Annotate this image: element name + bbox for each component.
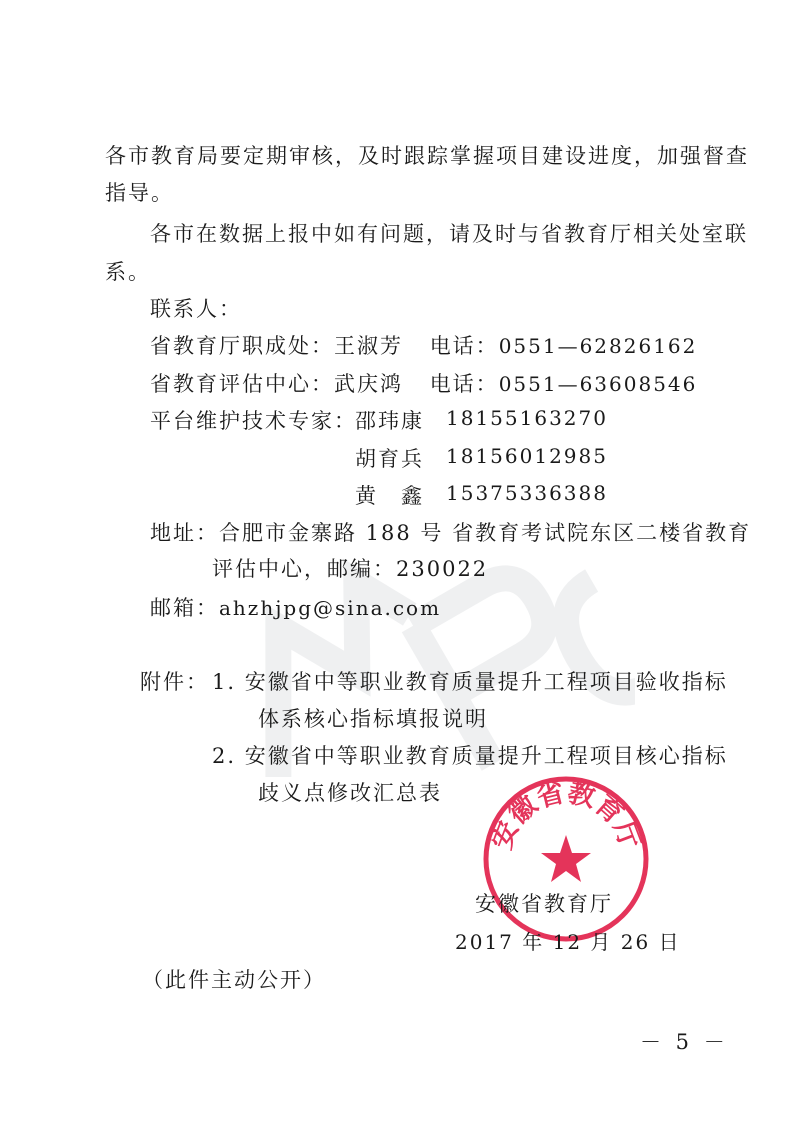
body-para1-line2: 指导。	[105, 181, 174, 205]
page-number: － 5 －	[640, 1030, 729, 1054]
address-line1: 地址：合肥市金寨路 188 号 省教育考试院东区二楼省教育	[150, 521, 752, 545]
email-value: ahzhjpg@sina.com	[219, 596, 442, 620]
contact-row-2	[150, 368, 697, 398]
body-para2-line2: 系。	[105, 260, 151, 284]
official-seal	[480, 773, 652, 945]
body-para1-line1: 各市教育局要定期审核，及时跟踪掌握项目建设进度，加强督查	[105, 144, 749, 168]
attachment-1-line1: 1. 安徽省中等职业教育质量提升工程项目验收指标	[212, 670, 728, 694]
disclosure-note: （此件主动公开）	[142, 968, 326, 992]
signature-org: 安徽省教育厅	[475, 892, 613, 916]
contact-row-1-label: 省教育厅职成处：王淑芳	[150, 334, 403, 358]
contact-row-2-label: 省教育评估中心：武庆鸿	[150, 372, 403, 396]
body-para2-line1: 各市在数据上报中如有问题，请及时与省教育厅相关处室联	[150, 222, 748, 246]
seal-star-icon	[541, 835, 591, 882]
contact-row-1-phone: 0551—62826162	[498, 334, 698, 358]
attachment-2-line1: 2. 安徽省中等职业教育质量提升工程项目核心指标	[212, 744, 728, 768]
seal-text: 安徽省教育厅	[486, 777, 646, 854]
address-line2: 评估中心，邮编：230022	[212, 557, 489, 581]
contact-row-2-phone: 0551—63608546	[498, 372, 698, 396]
email-label: 邮箱：	[150, 596, 219, 620]
expert-3-phone: 15375336388	[446, 481, 608, 505]
expert-1-phone: 18155163270	[446, 406, 608, 430]
contact-row-1-phone-label: 电话：	[429, 334, 499, 358]
expert-3-name: 黄 鑫	[355, 484, 424, 508]
expert-2-phone: 18156012985	[446, 444, 608, 468]
email-row	[150, 592, 441, 622]
contact-row-2-phone-label: 电话：	[429, 372, 499, 396]
attachment-1-line2: 体系核心指标填报说明	[258, 707, 488, 731]
expert-1-name: 邵玮康	[355, 409, 424, 433]
expert-2-name: 胡育兵	[355, 447, 424, 471]
attachments-label: 附件：	[140, 670, 209, 694]
signature-date: 2017 年 12 月 26 日	[455, 930, 681, 954]
contact-row-1	[150, 330, 697, 360]
contacts-heading: 联系人：	[150, 297, 242, 321]
attachment-2-line2: 歧义点修改汇总表	[258, 781, 442, 805]
experts-label: 平台维护技术专家：	[150, 409, 357, 433]
